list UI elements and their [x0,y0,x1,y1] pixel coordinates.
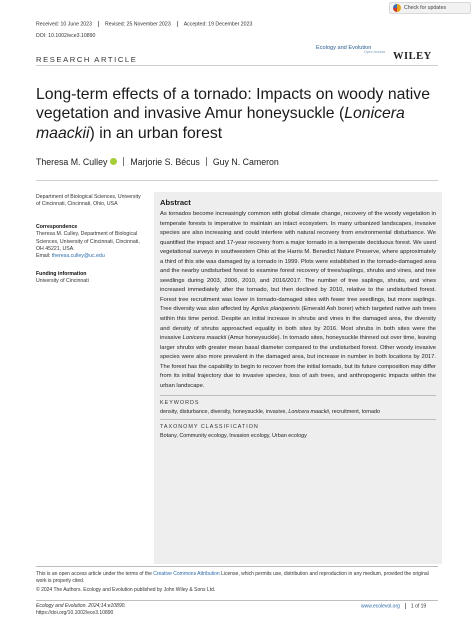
title-species: Lonicera maackii [36,105,405,142]
doi-link[interactable]: https://doi.org/10.1002/ece3.10890 [36,610,114,616]
doi[interactable]: DOI: 10.1002/ece3.10890 [36,33,96,39]
abstract-species: Agrilus planipennis [250,306,300,313]
funding-body: University of Cincinnati [36,278,89,285]
keywords-text: density, disturbance, diversity, honeysuckle, invasive, [160,409,289,416]
keywords-species: Lonicera maackii [288,409,329,416]
taxonomy-heading: TAXONOMY CLASSIFICATION [160,424,259,431]
journal-citation [36,603,126,617]
correspondence-heading: Correspondence [36,224,78,230]
journal-cite: Ecology and Evolution. 2024;14:e10890. [36,603,126,609]
journal-logo[interactable] [316,45,385,54]
footer-divider [36,566,438,567]
title-part1: Long-term effects of a tornado: Impacts on woody native vegetation and invasive Amur honeysuckle ( [36,86,430,123]
email-label: Email: [36,253,52,260]
abstract-heading: Abstract [160,198,191,207]
footer-divider [36,600,438,601]
license-text: License, which permits use, distribution and reproduction in any medium, provided the original work is properly cited. [36,571,429,584]
license-text: This is an open access article under the terms of the [36,571,154,577]
correspondence [36,224,146,260]
license-note [36,571,438,585]
divider [206,157,207,166]
abstract-text: (Amur honeysuckle). In tornado sites, honeysuckle thinned out over time, leaving larger shrubs with greater mean basal diameter compared to the undisturbed forest. Other woody invasive species were also more prevalent in the damaged area, but increase in number in both locations by 2017. The forest has the capability to begin to recover from the initial tornado, but its future composition may differ from its initial trajectory due to invasive species, loss of ash trees, and anthropogenic impacts within the urban landscape. [160,335,436,389]
author-3[interactable]: Guy N. Cameron [212,157,279,167]
funding-heading: Funding information [36,271,87,277]
correspondence-body: Theresa M. Culley, Department of Biological Sciences, University of Cincinnati, Cincinnati, OH 45221, USA. [36,231,140,252]
received-date: Received: 10 June 2023 [36,21,92,28]
keywords [160,409,436,415]
funding [36,271,146,286]
title-part2: ) in an urban forest [89,124,223,142]
check-for-updates-label: Check for updates [404,5,447,11]
author-list [36,157,279,167]
authors-divider [36,180,438,181]
divider [405,603,406,609]
divider [123,157,124,166]
email-link[interactable]: theresa.culley@uc.edu [51,253,105,260]
divider [98,21,99,27]
journal-site-link[interactable]: www.ecolevol.org [361,603,400,610]
article-type: RESEARCH ARTICLE [36,55,138,64]
article-dates [36,21,252,27]
abstract-box [154,192,442,564]
divider [177,21,178,27]
page-info [361,603,426,609]
author-2[interactable]: Marjorie S. Bécus [130,157,200,167]
taxonomy: Botany, Community ecology, Invasion ecology, Urban ecology [160,433,307,440]
copyright: © 2024 The Authors. Ecology and Evolution published by John Wiley & Sons Ltd. [36,587,216,593]
orcid-icon[interactable] [110,158,117,165]
abstract-text: (Emerald Ash borer) which targeted native ash trees within this time period. Despite an initial increase in shrubs and vines in the damaged area, the diversity and density of shrubs approached equality in both sites by 2016. Most shrubs in both sites were the invasive [160,306,436,342]
publisher-logo[interactable]: WILEY [393,51,432,62]
crossmark-icon [393,4,401,12]
keywords-heading: KEYWORDS [160,400,200,407]
abstract-species: Lonicera maackii [182,335,227,342]
page-number: 1 of 19 [410,603,427,610]
journal-logo-sub: Open Access [364,50,386,54]
abstract-body [160,210,436,391]
keywords-divider [160,395,436,396]
taxonomy-divider [160,419,436,420]
revised-date: Revised: 25 November 2023 [104,21,171,28]
author-1[interactable]: Theresa M. Culley [36,157,108,167]
article-title [36,85,446,143]
check-for-updates-button[interactable] [389,2,471,14]
license-link[interactable]: Creative Commons Attribution [153,571,220,577]
keywords-text: , recruitment, tornado [328,409,381,416]
abstract-text: As tornados become increasingly common with global climate change, recovery of the woody vegetation in temperate forests is imperative to maintain an intact ecosystem. In many urbanized landscapes, invasive species are also increasing and could interfere with natural recovery from environmental disturbance. We quantified the impact and 17-year recovery from a major tornado in a temperate deciduous forest. We used vegetational surveys in southwestern Ohio at the Harris M. Benedict Nature Preserve, where approximately a third of this site was damaged by a tornado in 1999. Plots were established in the tornado-damaged area and the nearby undisturbed forest to examine forest recovery of trees/saplings, shrubs and vines, and tree seedlings during 2003, 2006, 2010, and 2016/2017. The number of tree saplings, shrubs, and vines increased immediately after the tornado, but then declined by 2010, relative to the undisturbed forest. Forest tree recruitment was lower in tornado-damaged sites with fewer tree seedlings, but more saplings. Tree diversity was also affected by [160,211,436,313]
accepted-date: Accepted: 19 December 2023 [183,21,253,28]
journal-logo-text: Ecology and Evolution [316,45,372,51]
affiliation: Department of Biological Sciences, University of Cincinnati, Cincinnati, Ohio, USA [36,194,141,208]
header-divider [36,65,438,66]
